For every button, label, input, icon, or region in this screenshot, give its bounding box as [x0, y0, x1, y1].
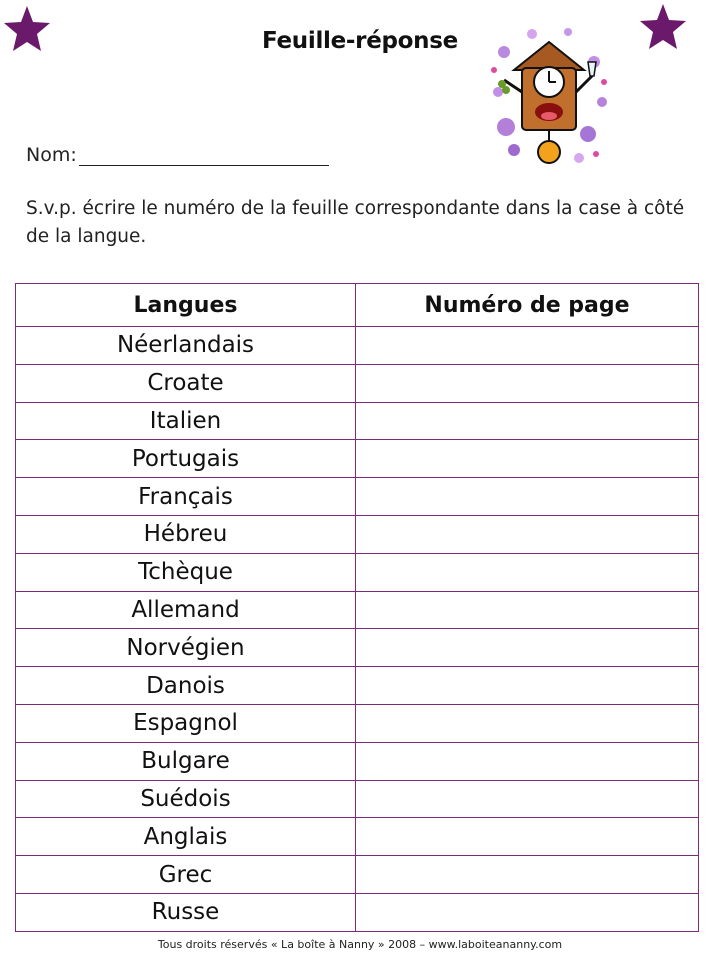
table-row	[16, 327, 699, 365]
table-header-row	[16, 284, 699, 327]
page-number-cell[interactable]	[356, 856, 699, 894]
page-title: Feuille-réponse	[262, 28, 458, 54]
language-cell: Allemand	[16, 591, 356, 629]
footer-copyright: Tous droits réservés « La boîte à Nanny » 2008 – www.laboiteananny.com	[157, 938, 563, 951]
name-field[interactable]	[26, 144, 329, 166]
table-row	[16, 591, 699, 629]
page-number-cell[interactable]	[356, 478, 699, 516]
language-cell: Anglais	[16, 818, 356, 856]
page-number-cell[interactable]	[356, 553, 699, 591]
table-row	[16, 893, 699, 931]
page-number-cell[interactable]	[356, 515, 699, 553]
cuckoo-clock-icon	[484, 22, 614, 174]
table-row	[16, 478, 699, 516]
table-row	[16, 818, 699, 856]
table-row	[16, 742, 699, 780]
page-number-cell[interactable]	[356, 440, 699, 478]
page-number-cell[interactable]	[356, 780, 699, 818]
page-number-cell[interactable]	[356, 402, 699, 440]
language-cell: Tchèque	[16, 553, 356, 591]
table-row	[16, 667, 699, 705]
name-underline[interactable]	[79, 147, 329, 166]
column-header-page-number: Numéro de page	[356, 284, 699, 327]
language-cell: Russe	[16, 893, 356, 931]
language-cell: Suédois	[16, 780, 356, 818]
table-row	[16, 629, 699, 667]
page-number-cell[interactable]	[356, 629, 699, 667]
page-number-cell[interactable]	[356, 327, 699, 365]
language-cell: Hébreu	[16, 515, 356, 553]
table-row	[16, 515, 699, 553]
answer-table	[15, 283, 699, 932]
language-cell: Espagnol	[16, 704, 356, 742]
page-number-cell[interactable]	[356, 742, 699, 780]
language-cell: Néerlandais	[16, 327, 356, 365]
language-cell: Danois	[16, 667, 356, 705]
language-cell: Français	[16, 478, 356, 516]
page-number-cell[interactable]	[356, 364, 699, 402]
table-row	[16, 856, 699, 894]
page-number-cell[interactable]	[356, 704, 699, 742]
language-cell: Portugais	[16, 440, 356, 478]
instructions-text: S.v.p. écrire le numéro de la feuille correspondante dans la case à côté de la langue.	[26, 198, 685, 247]
page-number-cell[interactable]	[356, 591, 699, 629]
page-number-cell[interactable]	[356, 893, 699, 931]
table-row	[16, 440, 699, 478]
name-label: Nom:	[26, 144, 77, 166]
language-cell: Grec	[16, 856, 356, 894]
table-row	[16, 704, 699, 742]
language-cell: Croate	[16, 364, 356, 402]
table-row	[16, 553, 699, 591]
page-number-cell[interactable]	[356, 818, 699, 856]
column-header-languages: Langues	[16, 284, 356, 327]
table-row	[16, 364, 699, 402]
language-cell: Bulgare	[16, 742, 356, 780]
language-cell: Norvégien	[16, 629, 356, 667]
table-row	[16, 780, 699, 818]
table-row	[16, 402, 699, 440]
language-cell: Italien	[16, 402, 356, 440]
page-number-cell[interactable]	[356, 667, 699, 705]
